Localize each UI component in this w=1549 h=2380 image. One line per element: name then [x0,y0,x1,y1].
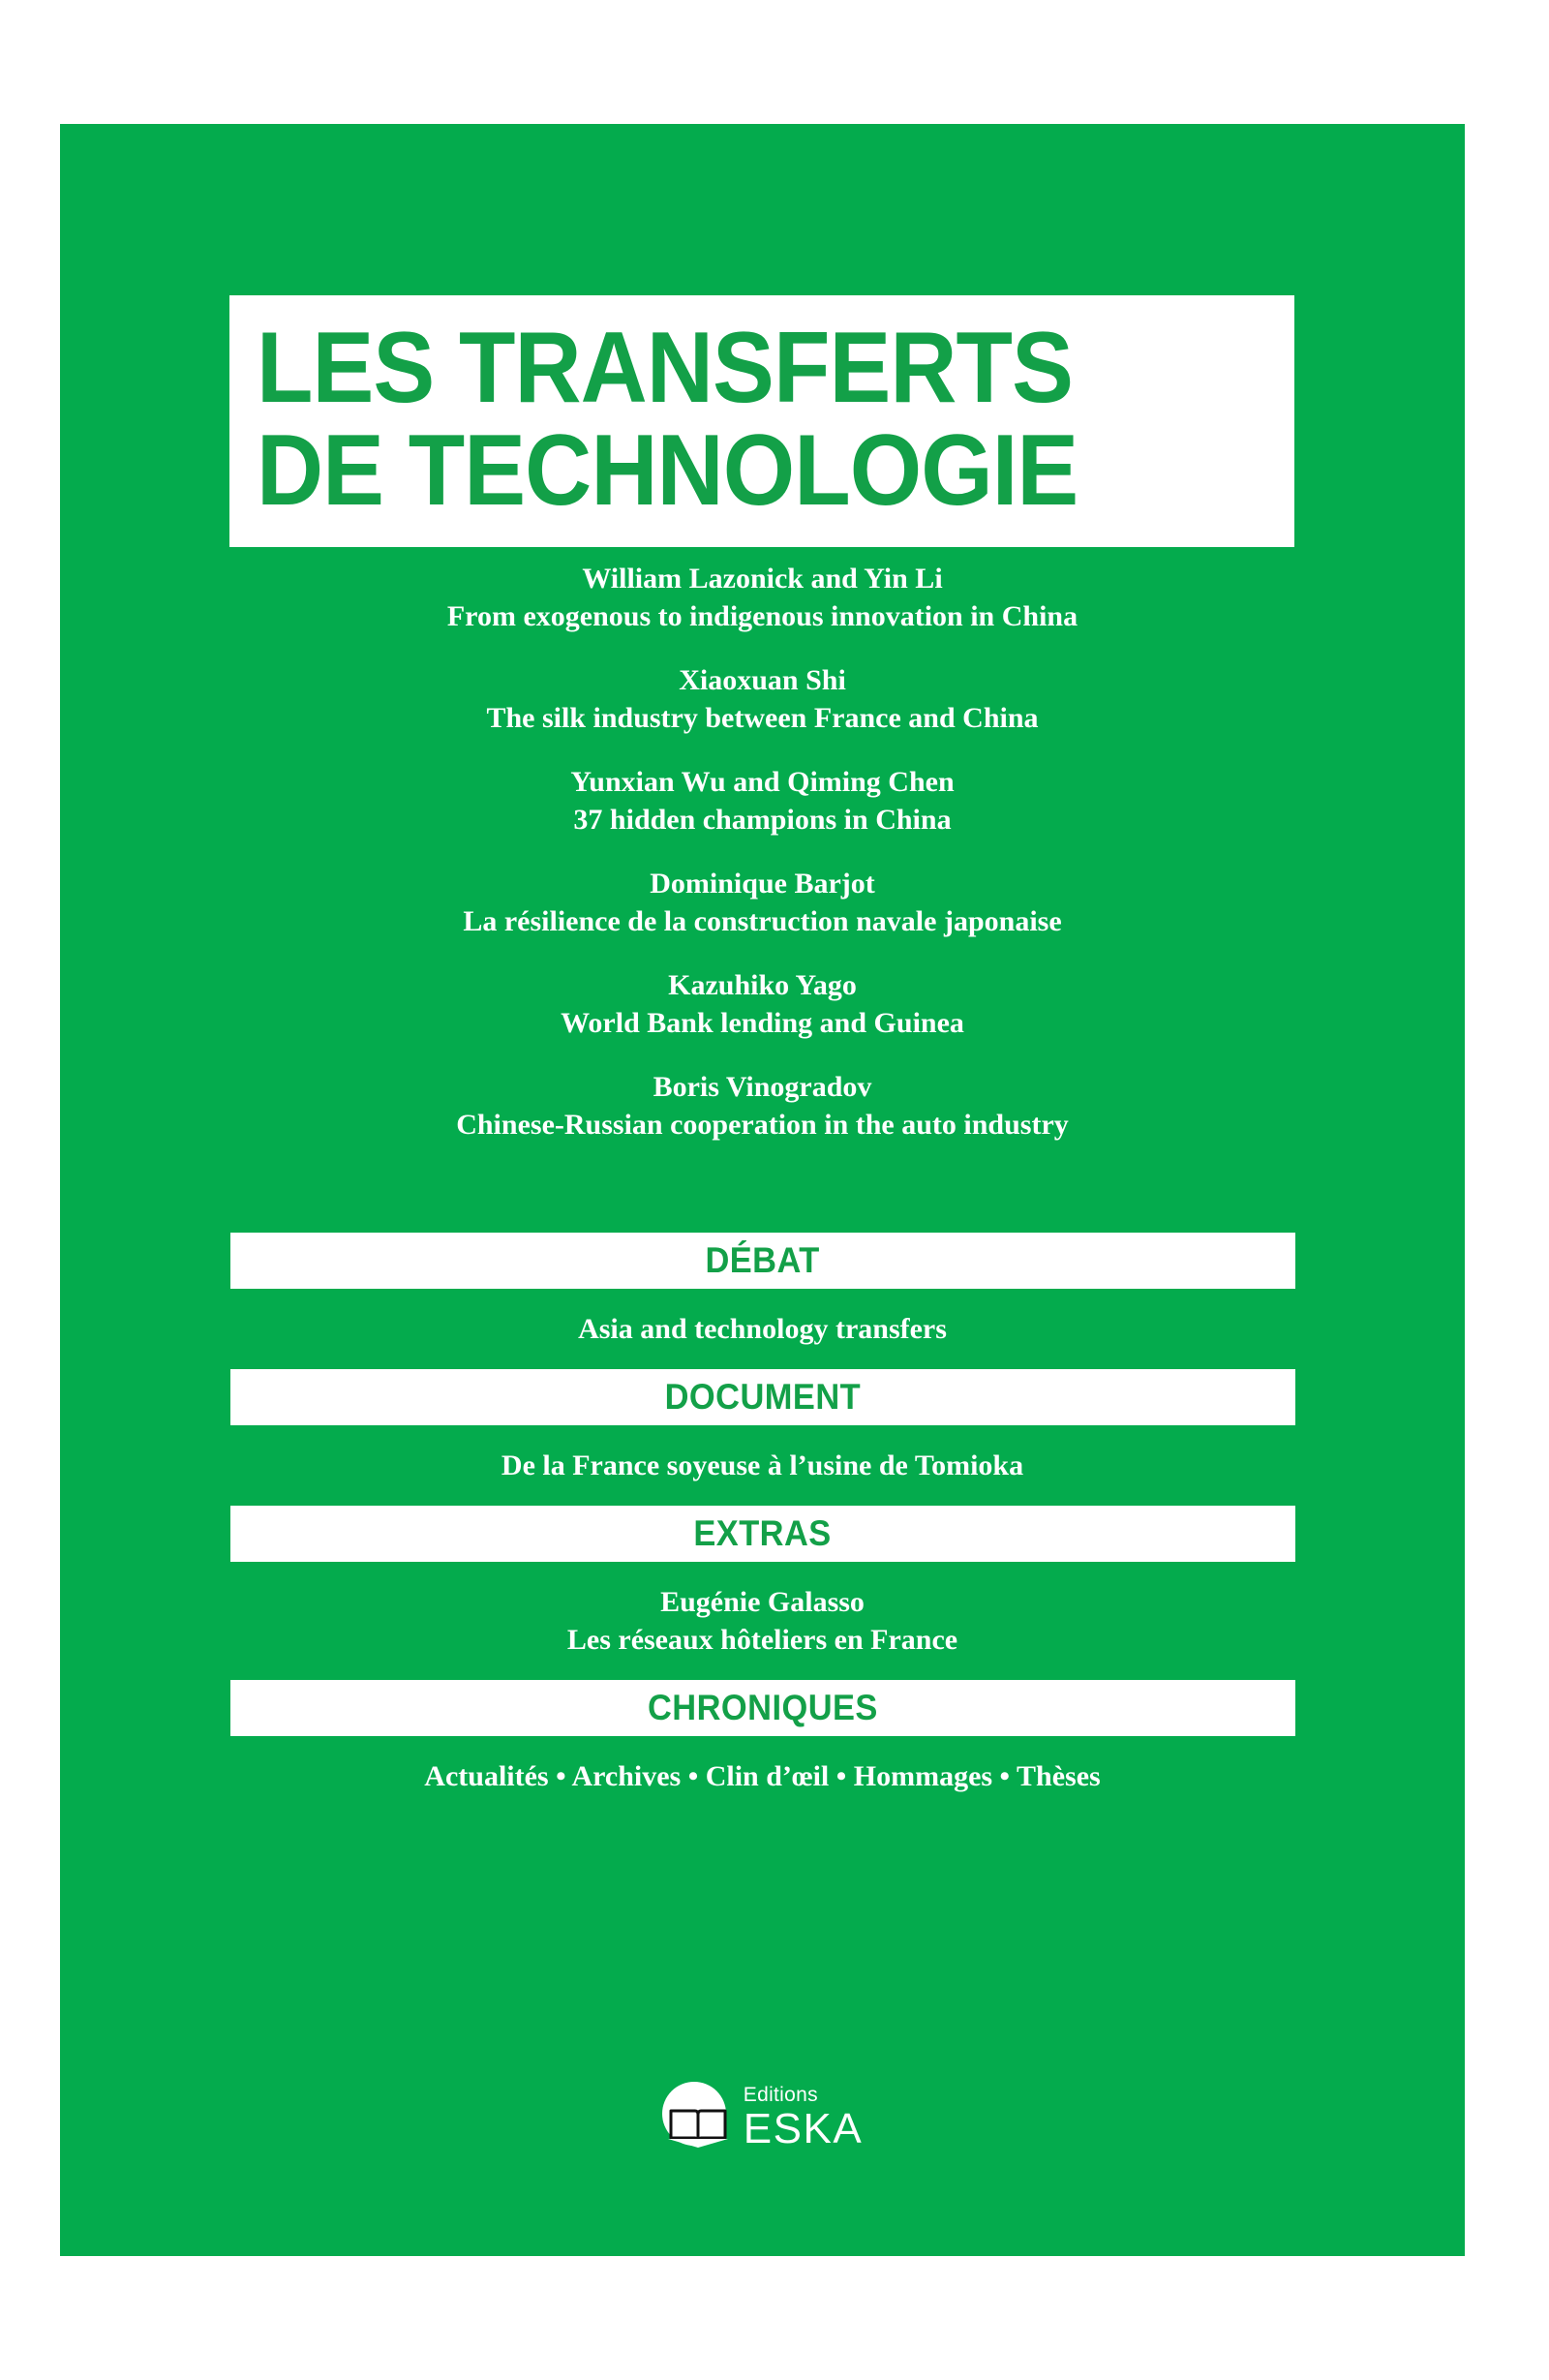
section-line: Asia and technology transfers [578,1313,947,1345]
publisher-name-line-1: Editions [743,2084,818,2106]
section-banner-label: DÉBAT [705,1240,820,1280]
section-banner [230,1233,1295,1289]
open-book-icon [662,2082,734,2153]
article-entry [60,661,1465,737]
article-title: 37 hidden champions in China [573,804,952,836]
article-entry [60,1068,1465,1144]
section-banner [230,1369,1295,1425]
section-list [60,1233,1465,1816]
section-body [60,1736,1465,1816]
article-title: La résilience de la construction navale japonaise [463,905,1062,937]
article-title: World Bank lending and Guinea [561,1007,964,1039]
section-banner-label: DOCUMENT [664,1377,861,1417]
section-body [60,1562,1465,1680]
cover-title-line-2: DE TECHNOLOGIE [257,414,1078,528]
section-line: Les réseaux hôteliers en France [566,1624,958,1656]
open-book-glyph [668,2107,728,2150]
article-author: Boris Vinogradov [653,1071,872,1103]
section-banner [230,1680,1295,1736]
article-list [60,560,1465,1144]
section-extras [60,1506,1465,1680]
article-author: Kazuhiko Yago [668,969,857,1001]
article-entry [60,763,1465,839]
publisher-logo [60,2082,1465,2153]
section-banner [230,1506,1295,1562]
article-entry [60,560,1465,635]
book-cover [60,124,1465,2256]
section-line: De la France soyeuse à l’usine de Tomioka [501,1449,1024,1481]
article-entry [60,865,1465,940]
cover-title-panel [229,295,1294,547]
section-line: Actualités • Archives • Clin d’œil • Hommages • Thèses [424,1760,1101,1792]
article-title: The silk industry between France and China [486,702,1039,734]
article-title: Chinese-Russian cooperation in the auto industry [456,1109,1069,1141]
article-author: Dominique Barjot [650,868,875,900]
section-banner-label: CHRONIQUES [647,1688,878,1727]
section-debat [60,1233,1465,1369]
article-author: William Lazonick and Yin Li [582,563,943,595]
article-author: Yunxian Wu and Qiming Chen [570,766,955,798]
section-body [60,1425,1465,1506]
article-author: Xiaoxuan Shi [679,664,846,696]
article-title: From exogenous to indigenous innovation in China [446,600,1078,632]
section-line: Eugénie Galasso [660,1586,865,1618]
section-body [60,1289,1465,1369]
publisher-wordmark [744,2085,863,2151]
article-entry [60,966,1465,1042]
section-chroniques [60,1680,1465,1816]
section-banner-label: EXTRAS [693,1513,832,1553]
section-document [60,1369,1465,1506]
publisher-name-line-2: ESKA [743,2105,864,2152]
cover-title-line-1: LES TRANSFERTS [257,312,1073,424]
